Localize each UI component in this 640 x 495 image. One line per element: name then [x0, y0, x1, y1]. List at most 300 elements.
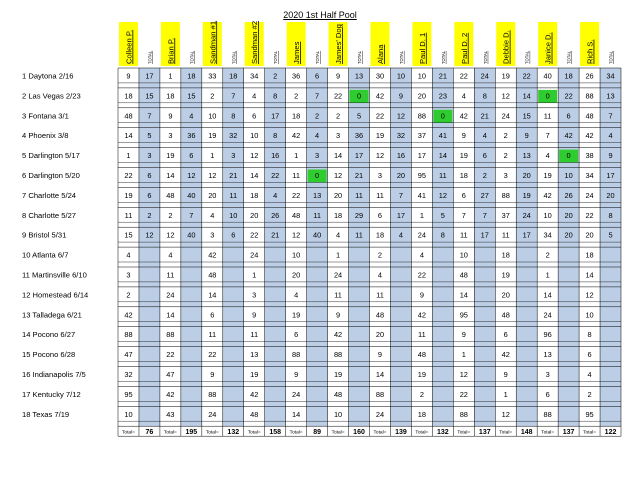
- player-name: Rich S.: [585, 39, 595, 64]
- pick-cell: 42: [250, 389, 259, 399]
- pick-cell: 18: [585, 250, 594, 260]
- pick-cell: 12: [501, 91, 510, 101]
- pick-cell: 6: [377, 210, 383, 220]
- total-column-header: TOTAL: [189, 50, 195, 64]
- total-column-header: TOTAL: [482, 50, 488, 64]
- running-total-cell: 18: [564, 71, 573, 81]
- grand-total-value: 139: [395, 429, 407, 437]
- running-total-cell: 24: [480, 71, 489, 81]
- grand-total-value: 122: [604, 429, 617, 437]
- running-total-cell: 6: [147, 190, 152, 200]
- total-column-header: TOTAL: [566, 50, 572, 64]
- race-label: 14 Pocono 6/27: [22, 330, 76, 340]
- running-total-cell: 10: [396, 71, 406, 81]
- pick-cell: 20: [208, 190, 217, 200]
- running-total-cell: 11: [355, 230, 363, 240]
- pick-cell: 4: [210, 210, 215, 220]
- race-label: 2 Las Vegas 2/23: [22, 91, 81, 101]
- pick-cell: 47: [124, 350, 133, 360]
- running-total-cell: 40: [187, 190, 196, 200]
- pick-cell: 18: [501, 250, 510, 260]
- total-label: Total=: [457, 430, 471, 436]
- running-total-cell: 23: [438, 91, 447, 101]
- pick-cell: 42: [124, 310, 133, 320]
- pick-cell: 3: [252, 290, 257, 300]
- pick-cell: 9: [126, 71, 131, 81]
- pick-cell: 18: [459, 171, 468, 180]
- pick-cell: 19: [333, 370, 343, 379]
- running-total-cell: 17: [480, 230, 489, 240]
- race-label: 15 Pocono 6/28: [22, 350, 76, 360]
- pick-cell: 6: [210, 310, 215, 320]
- pick-cell: 48: [250, 409, 259, 419]
- pick-cell: 37: [417, 131, 427, 141]
- race-label: 12 Homestead 6/14: [22, 290, 89, 300]
- pick-cell: 12: [292, 230, 301, 240]
- pick-cell: 20: [333, 190, 343, 200]
- pick-cell: 1: [168, 71, 173, 81]
- pick-cell: 20: [417, 91, 427, 101]
- pick-cell: 24: [292, 389, 301, 399]
- running-total-cell: 32: [396, 131, 406, 141]
- total-label: Total=: [499, 430, 513, 436]
- pick-cell: 18: [166, 91, 175, 101]
- running-total-cell: 17: [522, 230, 531, 240]
- running-total-cell: 6: [315, 71, 320, 81]
- pick-cell: 19: [208, 131, 217, 141]
- pick-cell: 4: [294, 290, 299, 300]
- pick-cell: 42: [166, 389, 175, 399]
- pick-cell: 22: [459, 389, 468, 399]
- running-total-cell: 19: [522, 190, 531, 200]
- pick-cell: 3: [545, 370, 550, 379]
- pick-cell: 3: [503, 171, 508, 180]
- total-label: Total=: [122, 430, 135, 436]
- running-total-cell: 26: [271, 210, 280, 220]
- pick-cell: 18: [250, 190, 259, 200]
- race-label: 1 Daytona 2/16: [22, 71, 74, 81]
- running-total-cell: 16: [396, 151, 406, 161]
- pick-cell: 3: [210, 230, 215, 240]
- pick-cell: 22: [333, 91, 343, 101]
- grand-total-value: 160: [353, 429, 365, 437]
- pick-cell: 88: [333, 350, 343, 360]
- pick-cell: 6: [503, 330, 508, 340]
- pick-cell: 2: [377, 250, 383, 260]
- running-total-cell: 4: [608, 131, 613, 141]
- pick-cell: 11: [376, 190, 384, 200]
- grand-total-value: 132: [437, 429, 449, 437]
- pick-cell: 24: [417, 230, 427, 240]
- pick-cell: 22: [208, 350, 217, 360]
- pick-cell: 11: [501, 230, 510, 240]
- running-total-cell: 18: [187, 71, 196, 81]
- running-total-cell: 17: [396, 210, 406, 220]
- pick-cell: 10: [292, 250, 301, 260]
- pick-cell: 7: [461, 210, 466, 220]
- pick-cell: 14: [166, 171, 175, 180]
- total-label: Total=: [331, 430, 345, 436]
- pick-cell: 10: [208, 111, 217, 121]
- pick-cell: 19: [375, 131, 385, 141]
- running-total-cell: 20: [564, 210, 573, 220]
- pick-cell: 6: [545, 389, 550, 399]
- pick-cell: 3: [168, 131, 173, 141]
- race-label: 3 Fontana 3/1: [22, 111, 69, 121]
- running-total-cell: 14: [438, 151, 447, 161]
- pick-cell: 95: [585, 409, 594, 419]
- player-name: Colleen P.: [124, 29, 134, 64]
- running-total-cell: 7: [608, 111, 613, 121]
- pick-cell: 4: [377, 270, 383, 280]
- pick-cell: 12: [501, 409, 510, 419]
- pick-cell: 10: [124, 409, 133, 419]
- pick-cell: 3: [336, 131, 341, 141]
- pick-cell: 2: [210, 91, 215, 101]
- running-total-cell: 6: [189, 151, 194, 161]
- running-total-cell: 11: [355, 190, 363, 200]
- total-label: Total=: [289, 430, 303, 436]
- pick-cell: 9: [377, 350, 383, 360]
- total-label: Total=: [415, 430, 429, 436]
- pick-cell: 20: [375, 330, 385, 340]
- running-total-cell: 26: [564, 190, 573, 200]
- running-total-cell: 22: [522, 71, 531, 81]
- running-total-cell: 8: [440, 230, 445, 240]
- pick-cell: 88: [501, 190, 510, 200]
- race-label: 10 Atlanta 6/7: [22, 250, 69, 260]
- grand-total-value: 158: [269, 429, 282, 437]
- pick-cell: 48: [333, 389, 343, 399]
- pick-cell: 42: [292, 131, 301, 141]
- pick-cell: 19: [124, 190, 133, 200]
- pick-cell: 7: [545, 131, 550, 141]
- pick-cell: 19: [501, 71, 510, 81]
- running-total-cell: 13: [606, 91, 615, 101]
- pick-cell: 14: [124, 131, 133, 141]
- running-total-cell: 3: [231, 151, 236, 161]
- running-total-cell: 13: [312, 190, 322, 200]
- running-total-cell: 10: [229, 210, 238, 220]
- pick-cell: 88: [459, 409, 468, 419]
- running-total-cell: 17: [271, 111, 280, 121]
- pick-cell: 19: [292, 310, 301, 320]
- pick-cell: 1: [252, 270, 257, 280]
- pick-cell: 20: [585, 230, 594, 240]
- running-total-cell: 4: [273, 190, 278, 200]
- pick-cell: 20: [501, 290, 510, 300]
- running-total-cell: 41: [438, 131, 447, 141]
- pick-cell: 88: [208, 389, 217, 399]
- pick-cell: 14: [375, 370, 385, 379]
- pick-cell: 24: [208, 409, 217, 419]
- pick-cell: 42: [375, 91, 385, 101]
- running-total-cell: 40: [187, 230, 196, 240]
- pick-cell: 11: [208, 330, 217, 340]
- pick-cell: 1: [419, 210, 424, 220]
- running-total-cell: 7: [189, 210, 194, 220]
- player-name: Paul D. 2: [459, 32, 469, 64]
- pick-cell: 95: [417, 171, 427, 180]
- pick-cell: 19: [166, 151, 175, 161]
- pick-cell: 24: [375, 409, 385, 419]
- pick-cell: 22: [250, 230, 259, 240]
- pick-cell: 12: [333, 171, 343, 180]
- pick-cell: 11: [292, 171, 300, 180]
- pick-cell: 19: [459, 151, 468, 161]
- pick-cell: 48: [459, 270, 468, 280]
- pick-cell: 18: [124, 91, 133, 101]
- pick-cell: 11: [124, 210, 133, 220]
- pick-cell: 2: [336, 111, 341, 121]
- pick-cell: 0: [545, 91, 550, 101]
- running-total-cell: 6: [566, 111, 571, 121]
- pick-cell: 15: [124, 230, 133, 240]
- running-total-cell: 0: [315, 171, 320, 180]
- total-column-header: TOTAL: [357, 50, 363, 64]
- pick-cell: 10: [459, 250, 468, 260]
- running-total-cell: 9: [398, 91, 403, 101]
- running-total-cell: 0: [566, 151, 571, 161]
- pick-cell: 2: [503, 151, 508, 161]
- pick-cell: 34: [543, 230, 552, 240]
- race-label: 8 Charlotte 5/27: [22, 210, 77, 220]
- player-name: James: [292, 41, 302, 64]
- pick-cell: 24: [585, 190, 594, 200]
- pick-cell: 42: [208, 250, 217, 260]
- pick-cell: 6: [294, 330, 299, 340]
- grand-total-value: 148: [520, 429, 533, 437]
- player-name: Debbie D.: [501, 30, 511, 64]
- total-label: Total=: [373, 430, 387, 436]
- pick-cell: 1: [545, 270, 550, 280]
- running-total-cell: 11: [313, 210, 321, 220]
- pick-cell: 22: [166, 350, 175, 360]
- running-total-cell: 20: [564, 230, 573, 240]
- pick-cell: 12: [166, 230, 175, 240]
- running-total-cell: 34: [606, 71, 615, 81]
- pick-cell: 10: [585, 310, 594, 320]
- pick-cell: 9: [503, 370, 508, 379]
- pick-cell: 95: [459, 310, 468, 320]
- pick-cell: 1: [461, 350, 466, 360]
- running-total-cell: 8: [273, 91, 278, 101]
- total-label: Total=: [583, 430, 597, 436]
- pick-cell: 48: [501, 310, 510, 320]
- pick-cell: 11: [250, 330, 259, 340]
- running-total-cell: 11: [229, 190, 238, 200]
- pick-cell: 11: [418, 330, 426, 340]
- pick-cell: 95: [124, 389, 133, 399]
- pick-cell: 4: [461, 91, 466, 101]
- pick-cell: 14: [250, 171, 259, 180]
- pick-cell: 1: [336, 250, 341, 260]
- running-total-cell: 24: [522, 210, 531, 220]
- running-total-cell: 17: [354, 151, 364, 161]
- running-total-cell: 18: [229, 71, 238, 81]
- total-label: Total=: [163, 430, 177, 436]
- running-total-cell: 5: [356, 111, 362, 121]
- grand-total-value: 132: [227, 429, 240, 437]
- running-total-cell: 21: [480, 111, 489, 121]
- pick-cell: 24: [501, 111, 510, 121]
- running-total-cell: 20: [522, 171, 531, 180]
- total-label: Total=: [247, 430, 261, 436]
- pick-cell: 1: [503, 389, 508, 399]
- pick-cell: 14: [166, 310, 175, 320]
- pick-cell: 9: [168, 111, 173, 121]
- pick-cell: 4: [545, 151, 550, 161]
- running-total-cell: 36: [354, 131, 364, 141]
- grand-total-value: 137: [478, 429, 491, 437]
- player-name: Brian P.: [166, 37, 176, 64]
- pick-cell: 88: [585, 91, 594, 101]
- pick-cell: 48: [417, 350, 427, 360]
- pick-cell: 22: [585, 210, 594, 220]
- pick-cell: 33: [208, 71, 217, 81]
- pick-cell: 12: [585, 290, 594, 300]
- running-total-cell: 9: [524, 131, 529, 141]
- pick-cell: 22: [417, 270, 427, 280]
- total-column-header: TOTAL: [147, 50, 153, 64]
- pick-cell: 42: [543, 190, 552, 200]
- running-total-cell: 7: [398, 190, 403, 200]
- pick-cell: 42: [333, 330, 343, 340]
- pick-cell: 9: [419, 290, 424, 300]
- pick-cell: 18: [417, 409, 427, 419]
- running-total-cell: 2: [147, 210, 152, 220]
- running-total-cell: 3: [147, 151, 152, 161]
- pick-cell: 42: [417, 310, 427, 320]
- pick-cell: 14: [585, 270, 594, 280]
- race-label: 17 Kentucky 7/12: [22, 389, 81, 399]
- running-total-cell: 2: [273, 71, 278, 81]
- pick-cell: 41: [417, 190, 427, 200]
- total-column-header: TOTAL: [608, 50, 614, 64]
- pick-cell: 19: [417, 370, 427, 379]
- running-total-cell: 22: [564, 91, 573, 101]
- running-total-cell: 5: [440, 210, 445, 220]
- pick-cell: 4: [419, 250, 424, 260]
- pick-cell: 96: [543, 330, 552, 340]
- pick-cell: 11: [376, 290, 384, 300]
- running-total-cell: 0: [356, 91, 362, 101]
- pick-cell: 10: [333, 409, 343, 419]
- pick-cell: 88: [543, 409, 552, 419]
- grand-total-value: 195: [185, 429, 198, 437]
- pick-cell: 6: [252, 111, 257, 121]
- pick-cell: 42: [459, 111, 468, 121]
- running-total-cell: 4: [398, 230, 403, 240]
- pick-cell: 34: [250, 71, 259, 81]
- pick-cell: 14: [459, 290, 468, 300]
- pick-cell: 12: [459, 370, 468, 379]
- pick-cell: 48: [124, 111, 133, 121]
- total-label: Total=: [541, 430, 555, 436]
- running-total-cell: 2: [482, 171, 487, 180]
- pick-cell: 13: [250, 350, 259, 360]
- running-total-cell: 5: [147, 131, 152, 141]
- grand-total-value: 76: [145, 429, 154, 437]
- running-total-cell: 36: [187, 131, 196, 141]
- pick-cell: 36: [292, 71, 301, 81]
- running-total-cell: 21: [271, 230, 280, 240]
- pick-cell: 30: [375, 71, 385, 81]
- running-total-cell: 12: [187, 171, 196, 180]
- pick-cell: 42: [585, 131, 594, 141]
- running-total-cell: 9: [608, 151, 613, 161]
- pick-cell: 40: [543, 71, 552, 81]
- running-total-cell: 4: [315, 131, 320, 141]
- pick-cell: 18: [333, 210, 343, 220]
- running-total-cell: 14: [522, 91, 531, 101]
- pick-cell: 4: [252, 91, 257, 101]
- pick-cell: 88: [166, 330, 175, 340]
- pick-cell: 4: [168, 250, 173, 260]
- pick-cell: 4: [126, 250, 131, 260]
- pick-cell: 19: [501, 270, 510, 280]
- pick-cell: 9: [210, 370, 215, 379]
- pick-cell: 48: [585, 111, 594, 121]
- pick-cell: 20: [292, 270, 301, 280]
- running-total-cell: 27: [480, 190, 489, 200]
- race-label: 13 Talladega 6/21: [22, 310, 82, 320]
- running-total-cell: 32: [229, 131, 238, 141]
- running-total-cell: 40: [312, 230, 322, 240]
- pick-cell: 2: [126, 290, 131, 300]
- pick-cell: 42: [501, 350, 510, 360]
- total-column-header: TOTAL: [524, 50, 530, 64]
- race-label: 7 Charlotte 5/24: [22, 190, 77, 200]
- player-name: Paul D. 1: [417, 32, 427, 64]
- pick-cell: 12: [250, 151, 259, 161]
- running-total-cell: 15: [187, 91, 196, 101]
- pick-cell: 48: [375, 310, 385, 320]
- pick-cell: 11: [166, 270, 175, 280]
- pick-cell: 18: [292, 111, 301, 121]
- pick-cell: 17: [417, 151, 427, 161]
- running-total-cell: 0: [440, 111, 445, 121]
- pick-cell: 22: [459, 71, 468, 81]
- pick-cell: 3: [377, 171, 383, 180]
- running-total-cell: 8: [482, 91, 487, 101]
- pick-cell: 88: [375, 389, 385, 399]
- pick-cell: 2: [294, 91, 299, 101]
- running-total-cell: 42: [564, 131, 573, 141]
- pick-cell: 22: [124, 171, 133, 180]
- pick-cell: 32: [124, 370, 133, 379]
- pick-cell: 22: [292, 190, 301, 200]
- running-total-cell: 12: [396, 111, 406, 121]
- running-total-cell: 22: [271, 171, 280, 180]
- pick-cell: 19: [250, 370, 259, 379]
- pick-cell: 37: [501, 210, 510, 220]
- pick-cell: 4: [336, 230, 341, 240]
- running-total-cell: 6: [147, 171, 152, 180]
- running-total-cell: 7: [482, 210, 487, 220]
- race-label: 11 Martinsville 6/10: [22, 270, 87, 280]
- running-total-cell: 6: [482, 151, 487, 161]
- pick-cell: 18: [375, 230, 385, 240]
- pick-cell: 24: [543, 310, 552, 320]
- total-label: Total=: [205, 430, 219, 436]
- running-total-cell: 20: [606, 190, 615, 200]
- player-name: Sandman #2: [250, 20, 260, 64]
- pick-cell: 2: [168, 210, 173, 220]
- pick-cell: 14: [208, 290, 217, 300]
- pick-cell: 88: [292, 350, 301, 360]
- total-column-header: TOTAL: [273, 50, 279, 64]
